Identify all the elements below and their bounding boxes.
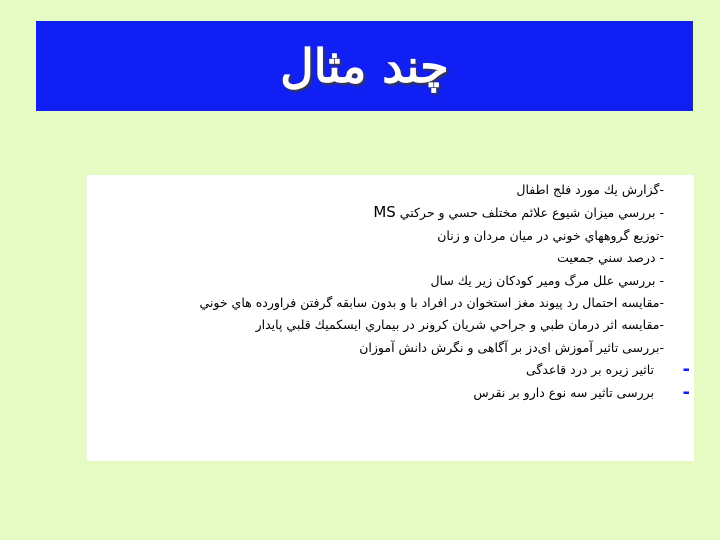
list-item: -توزيع گروههاي خوني در ميان مردان و زنان [437,227,664,243]
list-item: - بررسي علل مرگ ومير كودكان زير يك سال [430,272,664,288]
bullet-item [184,359,690,381]
list-item: - درصد سني جمعيت [557,250,664,266]
bullet-label: تاثیر زیره بر درد قاعدگی [525,362,654,378]
list-item: -بررسی تاثیر آموزش ای‌دز بر آگاهی و نگرش دانش آموزان [359,339,664,355]
example-list [184,179,690,404]
ms-label: MS [373,203,396,222]
content-box [87,175,694,461]
bullet-item [184,381,690,404]
list-item: -مقايسه اثر درمان طبي و جراحي شريان كرونر در بيماري ايسكميك قلبي پايدار [255,317,664,333]
list-item: -گزارش يك مورد فلج اطفال [516,182,664,197]
bullet-marker: - [682,381,690,403]
list-item: - بررسي ميزان شيوع علائم مختلف حسي و حركتي MS [373,203,664,222]
bullet-label: بررسی تاثیر سه نوع دارو بر نقرس [473,384,654,400]
list-item: -مقايسه احتمال رد پيوند مغز استخوان در افراد با و بدون سابقه گرفتن فراورده هاي خوني [199,295,664,311]
bullet-marker: - [682,359,690,381]
title-banner [36,21,693,111]
slide-title: چند مثال [280,39,449,93]
